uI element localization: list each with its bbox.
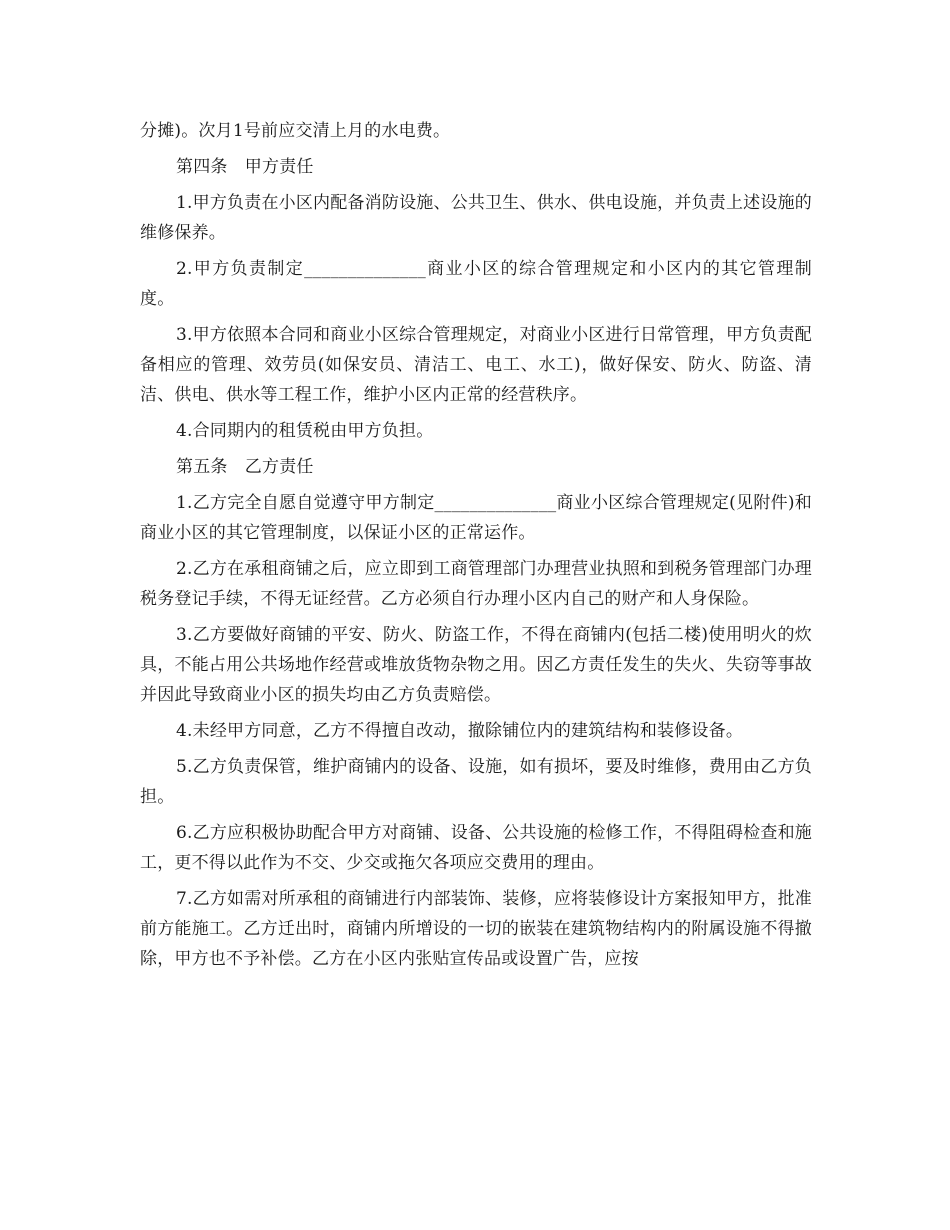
article-four-clause-1: 1.甲方负责在小区内配备消防设施、公共卫生、供水、供电设施，并负责上述设施的维修保养。 — [140, 193, 812, 243]
article-four-heading: 第四条 甲方责任 — [176, 157, 314, 177]
article-four-clause-3: 3.甲方依照本合同和商业小区综合管理规定，对商业小区进行日常管理，甲方负责配备相应的管理、效劳员(如保安员、清洁工、电工、水工)，做好保安、防火、防盗、清洁、供电、供水等工程工作，维护小区内正常的经营秩序。 — [140, 325, 812, 405]
article-five-clause-7: 7.乙方如需对所承租的商铺进行内部装饰、装修，应将装修设计方案报知甲方，批准前方能施工。乙方迁出时，商铺内所增设的一切的嵌装在建筑物结构内的附属设施不得撤除，甲方也不予补偿。乙方在小区内张贴宣传品或设置广告，应按 — [140, 889, 812, 969]
article-five-clause-6: 6.乙方应积极协助配合甲方对商铺、设备、公共设施的检修工作，不得阻碍检查和施工，更不得以此作为不交、少交或拖欠各项应交费用的理由。 — [140, 823, 812, 873]
article-five-clause-5: 5.乙方负责保管，维护商铺内的设备、设施，如有损坏，要及时维修，费用由乙方负担。 — [140, 757, 812, 807]
article-four-clause-4: 4.合同期内的租赁税由甲方负担。 — [176, 421, 434, 441]
article-five-clause-3: 3.乙方要做好商铺的平安、防火、防盗工作，不得在商铺内(包括二楼)使用明火的炊具，不能占用公共场地作经营或堆放货物杂物之用。因乙方责任发生的失火、失窃等事故并因此导致商业小区的损失均由乙方负责赔偿。 — [140, 625, 812, 705]
article-five-clause-2: 2.乙方在承租商铺之后，应立即到工商管理部门办理营业执照和到税务管理部门办理税务登记手续，不得无证经营。乙方必须自行办理小区内自己的财产和人身保险。 — [140, 559, 812, 609]
article-five-clause-1: 1.乙方完全自愿自觉遵守甲方制定______________商业小区综合管理规定(见附件)和商业小区的其它管理制度，以保证小区的正常运作。 — [140, 493, 812, 543]
article-five-heading: 第五条 乙方责任 — [176, 457, 314, 477]
article-four-clause-2: 2.甲方负责制定______________商业小区的综合管理规定和小区内的其它管理制度。 — [140, 259, 812, 309]
paragraph-continuation: 分摊)。次月1号前应交清上月的水电费。 — [140, 121, 451, 141]
article-five-clause-4: 4.未经甲方同意，乙方不得擅自改动，撤除铺位内的建筑结构和装修设备。 — [176, 721, 744, 741]
document-body — [140, 116, 812, 974]
